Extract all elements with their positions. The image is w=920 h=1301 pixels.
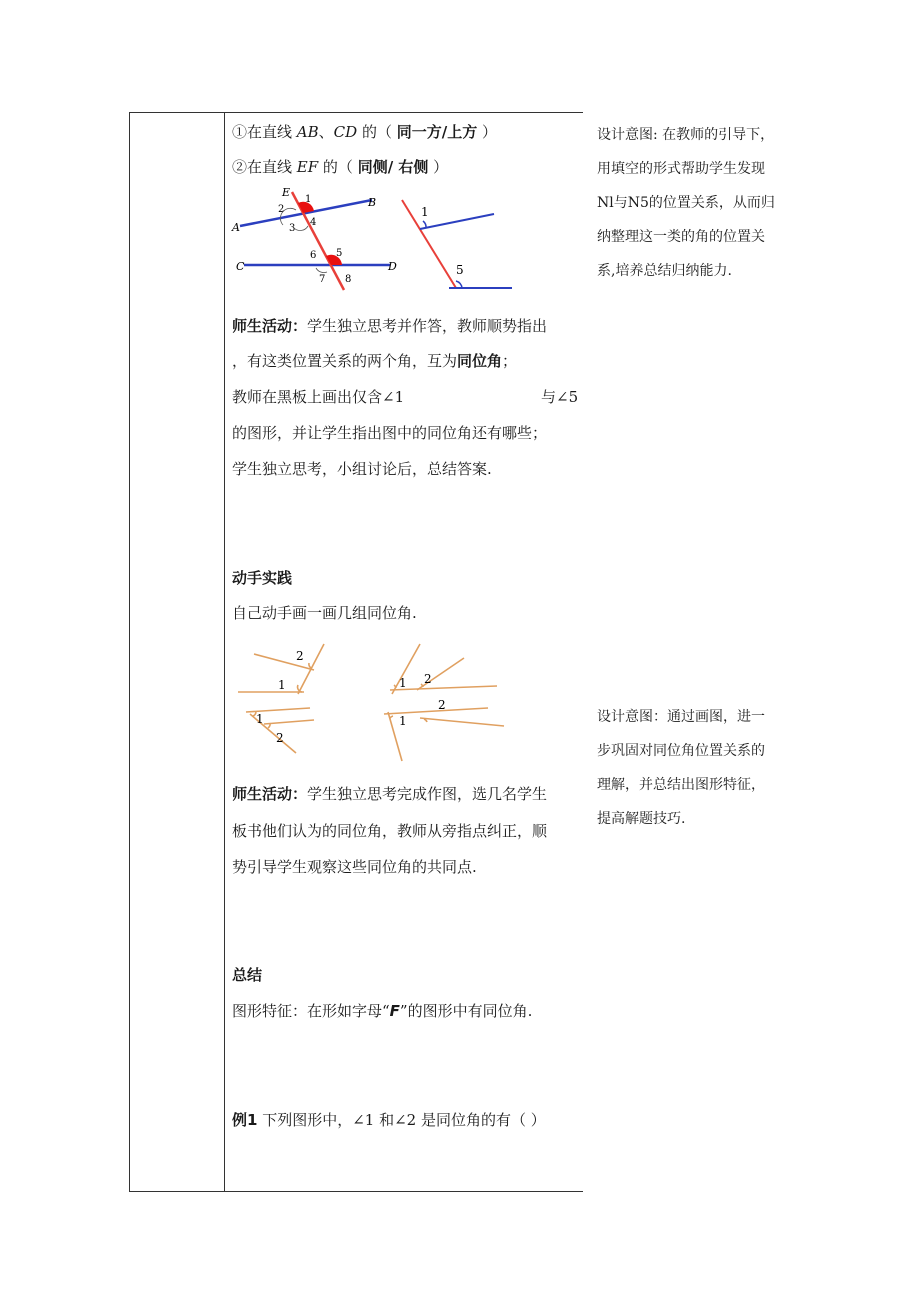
angle-6-label: 6	[310, 250, 317, 261]
term-corresponding-angle: 同位角	[457, 352, 503, 370]
question-line-2: ②在直线 EF 的（ 同侧/ 右侧 ）	[232, 158, 449, 176]
activity-1-line-c1: 教师在黑板上画出仅含∠1	[232, 388, 405, 406]
fig-d-angle-2: 2	[438, 698, 446, 712]
fig-a-angle-2: 2	[296, 649, 304, 663]
activity-1-line-e: 学生独立思考，小组讨论后，总结答案.	[232, 460, 492, 478]
note-2-line: 理解，并总结出图形特征，	[597, 777, 765, 793]
angle-5-label: 5	[456, 263, 464, 277]
fig-b-angle-2: 2	[276, 731, 284, 745]
table-left-border	[129, 112, 130, 1192]
activity-1-line-d: 的图形，并让学生指出图中的同位角还有哪些；	[232, 424, 548, 442]
design-intent-note-1	[597, 118, 792, 288]
angle-1-label: 1	[305, 194, 312, 205]
angle-2-label: 2	[278, 204, 285, 215]
corresponding-angles-diagram	[398, 192, 528, 292]
transversal-diagram	[232, 186, 402, 296]
point-a-label: A	[232, 221, 240, 234]
letter-f: F	[389, 1002, 400, 1020]
answer-1: 同一方/上方	[396, 123, 478, 141]
angle-1-label: 1	[421, 205, 429, 219]
answer-2: 同侧/ 右侧	[357, 158, 429, 176]
line-ab-label: AB	[296, 123, 319, 141]
point-d-label: D	[388, 260, 397, 273]
practice-figures	[232, 636, 522, 766]
practice-text: 自己动手画一画几组同位角.	[232, 604, 417, 622]
note-2-line: 提高解题技巧.	[597, 811, 686, 827]
activity-2-line-b: 板书他们认为的同位角，教师从旁指点纠正，顺	[232, 822, 548, 840]
fig-b-angle-1: 1	[256, 712, 264, 726]
activity-1-line-b: ，有这类位置关系的两个角，互为同位角；	[232, 352, 518, 370]
angle-7-label: 7	[319, 274, 326, 285]
summary-text: 图形特征：在形如字母“F”的图形中有同位角.	[232, 1002, 533, 1020]
fig-c-angle-2: 2	[424, 672, 432, 686]
table-bottom-border	[129, 1191, 583, 1192]
line-ef-label: EF	[296, 158, 319, 176]
example-1: 例1 下列图形中，∠1 和∠2 是同位角的有（ ）	[232, 1111, 546, 1129]
note-1-line: 系,培养总结归纳能力.	[597, 263, 732, 279]
activity-2-line-a: 师生活动：学生独立思考完成作图，选几名学生	[232, 785, 548, 803]
fig-d-angle-1: 1	[399, 714, 407, 728]
example-label: 例1	[232, 1111, 258, 1129]
note-2-line: 步巩固对同位角位置关系的	[597, 743, 765, 759]
table-top-border	[129, 112, 583, 113]
question-line-1: ①在直线 AB、CD 的（ 同一方/上方 ）	[232, 123, 497, 141]
angle-5-label: 5	[336, 248, 343, 259]
note-1-line: 用填空的形式帮助学生发现	[597, 161, 765, 177]
activity-1-line-c2: 与∠5	[541, 388, 579, 406]
note-2-line: 设计意图：通过画图，进一	[597, 709, 765, 725]
angle-3-label: 3	[289, 223, 296, 234]
point-b-label: B	[368, 196, 377, 209]
fig-a-angle-1: 1	[278, 678, 286, 692]
practice-heading: 动手实践	[232, 569, 293, 587]
point-e-label: E	[282, 186, 291, 199]
angle-4-label: 4	[310, 217, 317, 228]
activity-2-line-c: 势引导学生观察这些同位角的共同点.	[232, 858, 477, 876]
activity-2-label: 师生活动：	[232, 785, 308, 803]
angle-8-label: 8	[345, 274, 352, 285]
line-cd-label: CD	[333, 123, 358, 141]
summary-heading: 总结	[232, 966, 263, 984]
fig-c-angle-1: 1	[399, 676, 407, 690]
activity-1-label: 师生活动：	[232, 317, 308, 335]
design-intent-note-2	[597, 700, 792, 836]
note-1-line: 设计意图: 在教师的引导下，	[597, 127, 775, 143]
note-1-line: 纳整理这一类的角的位置关	[597, 229, 765, 245]
point-c-label: C	[236, 260, 245, 273]
note-1-line: Nl与N5的位置关系，从而归	[597, 195, 775, 211]
activity-1-line-a: 师生活动：学生独立思考并作答，教师顺势指出	[232, 317, 548, 335]
table-column-divider	[224, 112, 225, 1192]
